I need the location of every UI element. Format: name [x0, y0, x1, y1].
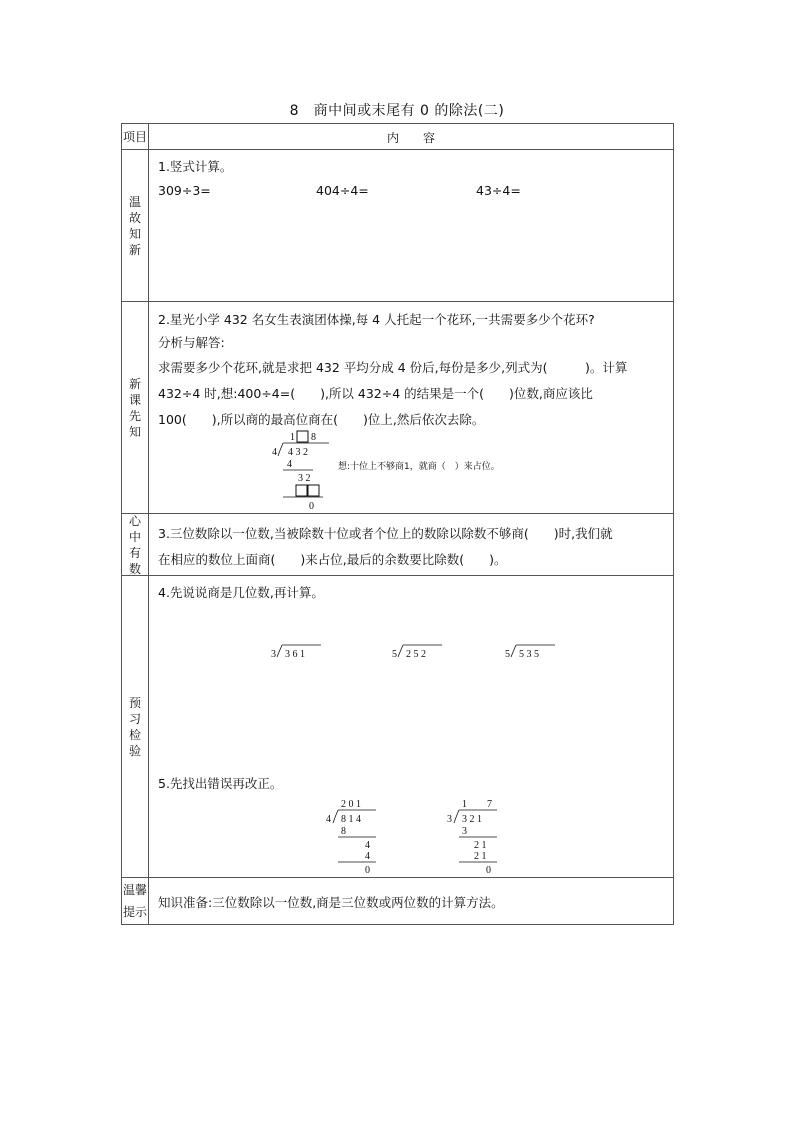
product-blank-box-1 [296, 485, 307, 496]
subtract-1: 8 [341, 826, 346, 837]
section-label [122, 878, 149, 924]
division-bracket [454, 810, 459, 823]
hint-note: 想:十位上不够商1，就商（ ）来占位。 [338, 462, 500, 472]
tip-text: 知识准备:三位数除以一位数,商是三位数或两位数的计算方法。 [158, 895, 504, 910]
division-problem-2 [390, 642, 450, 662]
error-division-1 [324, 797, 404, 875]
division-bracket [278, 443, 283, 456]
analysis-line-1: 求需要多少个花环,就是求把 432 平均分成 4 份后,每份是多少,列式为( )。计算 [158, 360, 628, 375]
section-review [122, 149, 673, 301]
quotient: 2 0 1 [341, 799, 361, 810]
remainder-1: 3 2 [298, 473, 311, 484]
page-title: 8 商中间或末尾有 0 的除法(二) [289, 103, 505, 119]
divisor: 3 [447, 814, 452, 825]
analysis-line-2: 432÷4 时,想:400÷4=( ),所以 432÷4 的结果是一个( )位数,商应该比 [158, 386, 593, 401]
division-bracket [333, 810, 338, 823]
division-bracket [398, 645, 403, 657]
dividend: 3 2 1 [462, 814, 482, 825]
question-2: 2.星光小学 432 名女生表演团体操,每 4 人托起一个花环,一共需要多少个花环? [158, 312, 595, 327]
section-preview-check [122, 575, 673, 877]
final-remainder: 0 [365, 865, 370, 875]
quotient-digit-ones: 8 [311, 432, 316, 443]
final-remainder: 0 [486, 865, 491, 875]
section-label [122, 514, 149, 575]
analysis-line-3: 100( ),所以商的最高位商在( )位上,然后依次去除。 [158, 412, 485, 427]
question-3-line-1: 3.三位数除以一位数,当被除数十位或者个位上的数除以除数不够商( )时,我们就 [158, 526, 613, 541]
subtract-2: 4 [365, 840, 370, 851]
error-division-2 [445, 797, 525, 875]
analysis-heading: 分析与解答: [158, 335, 225, 350]
subtract-3: 2 1 [474, 851, 487, 862]
quotient-digit-hundreds: 1 [290, 432, 295, 443]
expression-2: 404÷4= [316, 183, 369, 198]
subtract-1: 4 [287, 459, 292, 470]
section-content [149, 150, 673, 301]
dividend: 8 1 4 [341, 814, 361, 825]
header-content-label: 内 容 [386, 131, 435, 145]
section-label-text: 温馨提示 [122, 883, 147, 919]
expression-3: 43÷4= [476, 183, 521, 198]
section-content [149, 514, 673, 575]
section-tips [122, 877, 673, 924]
question-5: 5.先找出错误再改正。 [158, 776, 283, 791]
final-remainder: 0 [309, 501, 314, 512]
section-label [122, 576, 149, 877]
section-content [149, 302, 673, 513]
section-content [149, 878, 673, 924]
division-problem-1 [269, 642, 329, 662]
long-division-example [269, 430, 569, 512]
dividend: 2 5 2 [406, 649, 426, 660]
divisor: 4 [272, 447, 277, 458]
dividend: 5 3 5 [519, 649, 539, 660]
dividend: 3 6 1 [285, 649, 305, 660]
section-label [122, 150, 149, 301]
expression-1: 309÷3= [158, 183, 211, 198]
quotient: 1 7 [462, 799, 492, 810]
division-problem-3 [503, 642, 563, 662]
section-label-text: 新课先知 [128, 376, 141, 439]
header-item-label: 项目 [122, 129, 147, 144]
section-content [149, 576, 673, 877]
divisor: 5 [392, 649, 397, 660]
section-new-lesson [122, 301, 673, 513]
divisor: 4 [326, 814, 331, 825]
section-key-points [122, 513, 673, 575]
subtract-2: 2 1 [474, 840, 487, 851]
question-3-line-2: 在相应的数位上面商( )来占位,最后的余数要比除数( )。 [158, 552, 507, 567]
divisor: 3 [271, 649, 276, 660]
header-col-item [122, 124, 149, 149]
product-blank-box-2 [308, 485, 319, 496]
section-label-text: 温故知新 [128, 194, 141, 257]
divisor: 5 [505, 649, 510, 660]
header-col-content [149, 124, 673, 149]
question-1: 1.竖式计算。 [158, 159, 233, 174]
header-row [122, 124, 673, 149]
division-bracket [277, 645, 282, 657]
section-label-text: 心中有数 [128, 513, 141, 576]
dividend: 4 3 2 [288, 447, 308, 458]
section-label-text: 预习检验 [128, 695, 141, 758]
worksheet-table [121, 123, 674, 925]
division-bracket [511, 645, 516, 657]
quotient-blank-box [297, 431, 308, 442]
subtract-1: 3 [462, 826, 467, 837]
section-label [122, 302, 149, 513]
subtract-3: 4 [365, 851, 370, 862]
question-4: 4.先说说商是几位数,再计算。 [158, 585, 324, 600]
